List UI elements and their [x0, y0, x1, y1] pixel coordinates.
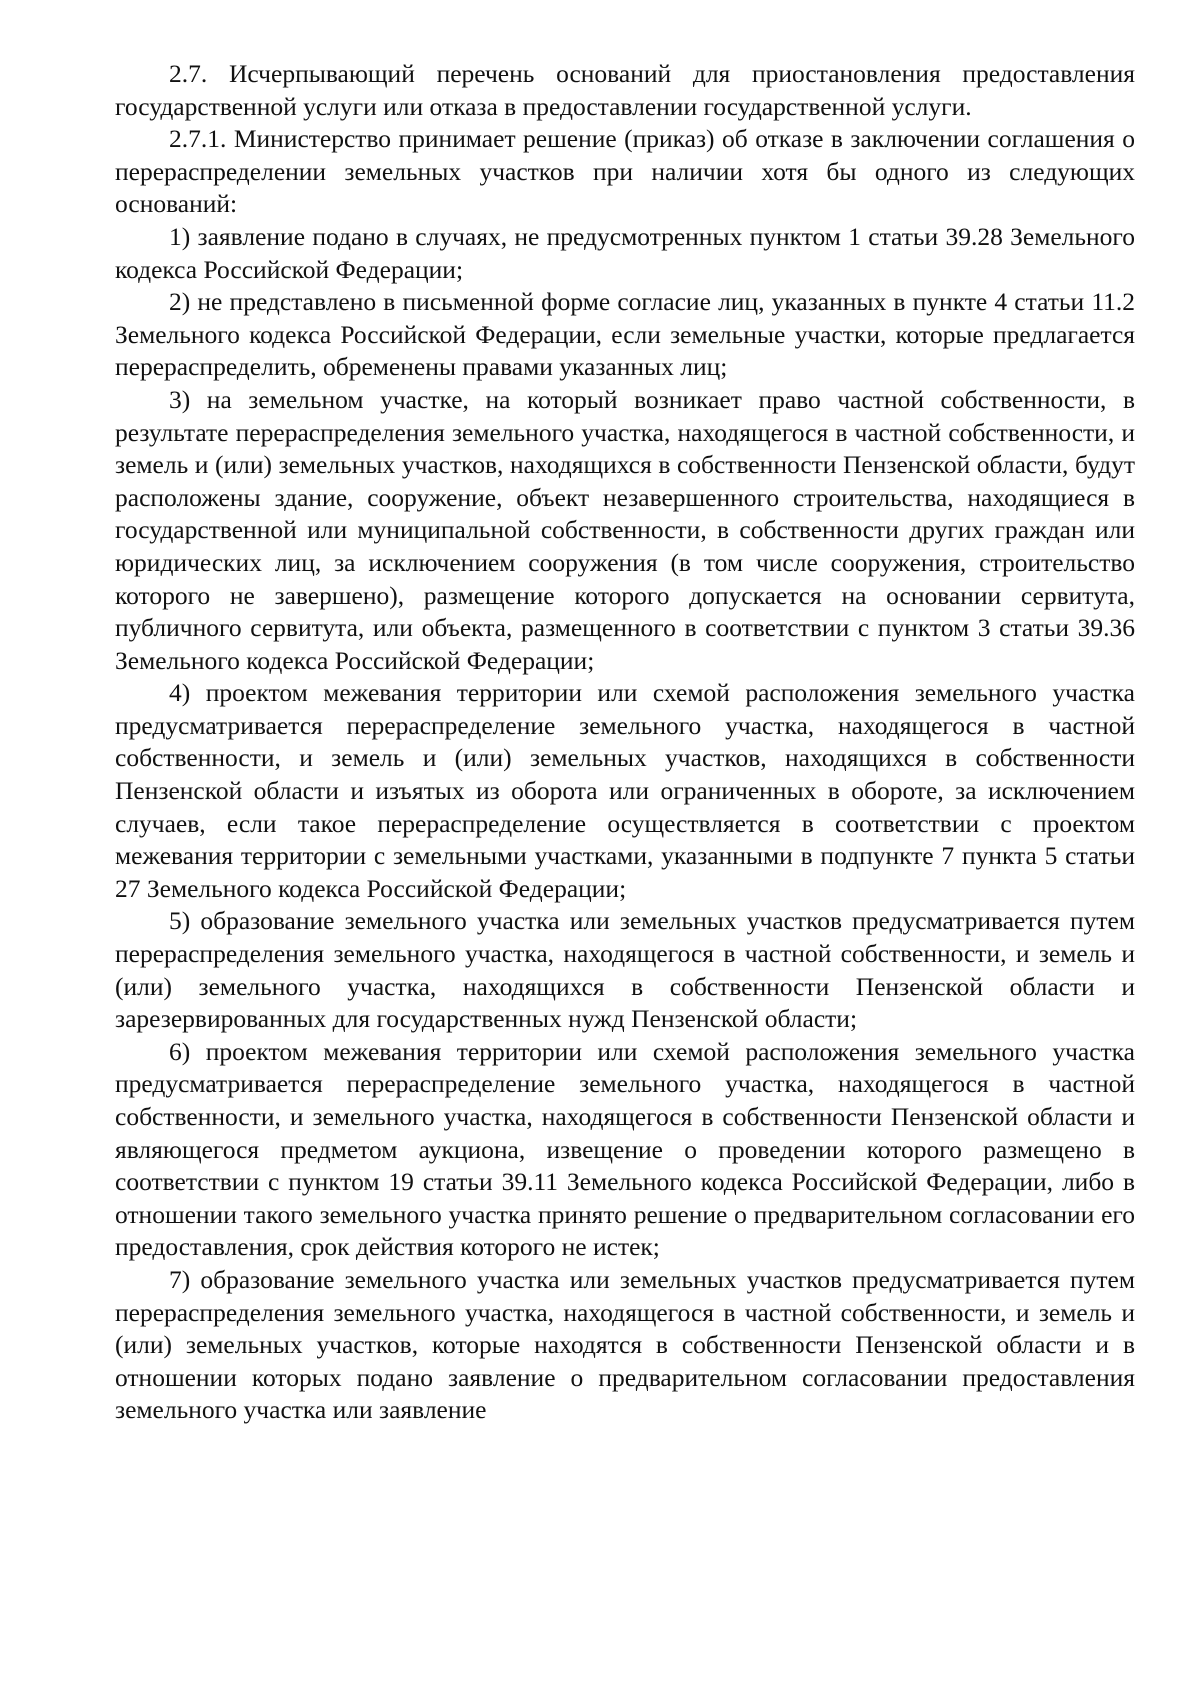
list-item-3: 3) на земельном участке, на который возникает право частной собственности, в результате перераспределения земельного участка, находящегося в частной собственности, и земель и (или) земельных участков, находящихся в собственности Пензенской области, будут расположены здание, сооружение, объект незавершенного строительства, находящиеся в государственной или муниципальной собственности, в собственности других граждан или юридических лиц, за исключением сооружения (в том числе сооружения, строительство которого не завершено), размещение которого допускается на основании сервитута, публичного сервитута, или объекта, размещенного в соответствии с пунктом 3 статьи 39.36 Земельного кодекса Российской Федерации;	[115, 384, 1135, 675]
list-item-2: 2) не представлено в письменной форме согласие лиц, указанных в пункте 4 статьи 11.2 Земельного кодекса Российской Федерации, если земельные участки, которые предлагается перераспределить, обременены правами указанных лиц;	[115, 287, 1135, 382]
list-item-1: 1) заявление подано в случаях, не предусмотренных пунктом 1 статьи 39.28 Земельного кодекса Российской Федерации;	[115, 221, 1135, 284]
section-heading-2-7: 2.7. Исчерпывающий перечень оснований для приостановления предоставления государственной услуги или отказа в предоставлении государственной услуги.	[115, 59, 1135, 121]
list-item-7: 7) образование земельного участка или земельных участков предусматривается путем перераспределения земельного участка, находящегося в частной собственности, и земель и (или) земельных участков, которые находятся в собственности Пензенской области и в отношении которых подано заявление о предварительном согласовании предоставления земельного участка или заявление	[115, 1264, 1135, 1425]
list-item-4: 4) проектом межевания территории или схемой расположения земельного участка предусматривается перераспределение земельного участка, находящегося в частной собственности, и земель и (или) земельных участков, находящихся в собственности Пензенской области и изъятых из оборота или ограниченных в обороте, за исключением случаев, если такое перераспределение осуществляется в соответствии с проектом межевания территории с земельными участками, указанными в подпункте 7 пункта 5 статьи 27 Земельного кодекса Российской Федерации;	[115, 678, 1135, 903]
clause-2-7-1: 2.7.1. Министерство принимает решение (приказ) об отказе в заключении соглашения о перераспределении земельных участков при наличии хотя бы одного из следующих оснований:	[115, 124, 1135, 219]
list-item-6: 6) проектом межевания территории или схемой расположения земельного участка предусматривается перераспределение земельного участка, находящегося в частной собственности, и земельного участка, находящегося в собственности Пензенской области и являющегося предметом аукциона, извещение о проведении которого размещено в соответствии с пунктом 19 статьи 39.11 Земельного кодекса Российской Федерации, либо в отношении такого земельного участка принято решение о предварительном согласовании его предоставления, срок действия которого не истек;	[115, 1036, 1135, 1262]
document-page	[115, 58, 1135, 1427]
list-item-5: 5) образование земельного участка или земельных участков предусматривается путем перераспределения земельного участка, находящегося в частной собственности, и земель и (или) земельного участка, находящихся в собственности Пензенской области и зарезервированных для государственных нужд Пензенской области;	[115, 906, 1135, 1034]
